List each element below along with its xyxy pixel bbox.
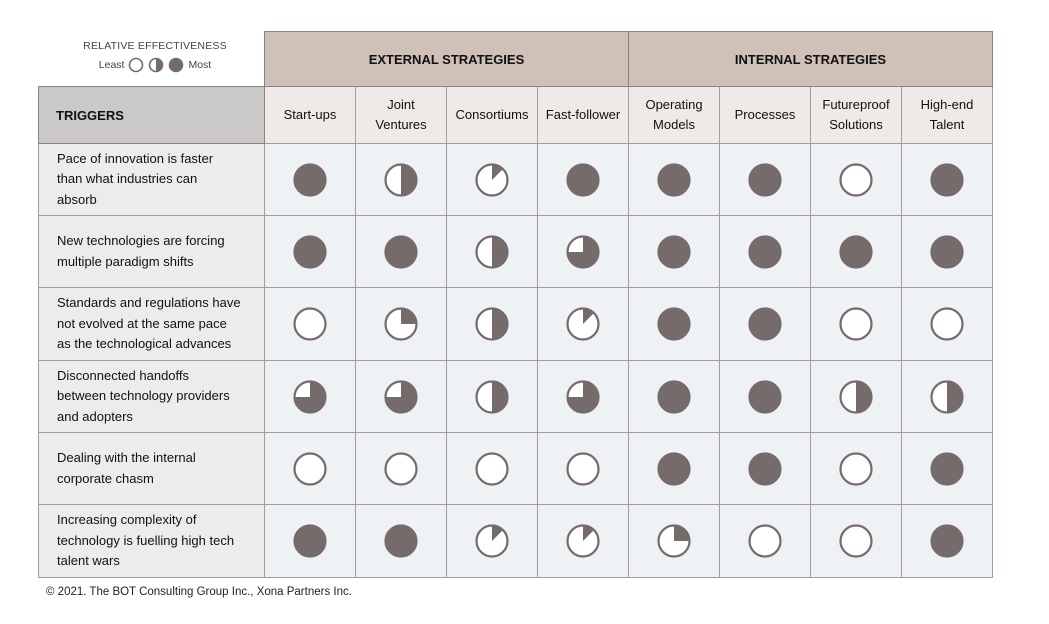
harvey-ball-icon: [748, 380, 782, 414]
trigger-label: Pace of innovation is faster than what industries can absorb: [57, 150, 214, 207]
rating-cell: [720, 288, 811, 361]
trigger-row: [39, 433, 993, 505]
rating-cell: [629, 144, 720, 216]
trigger-row: [39, 144, 993, 216]
harvey-ball-icon: [839, 307, 873, 341]
harvey-ball-icon: [657, 235, 691, 269]
harvey-ball-icon: [657, 380, 691, 414]
trigger-label-cell: [39, 505, 265, 578]
harvey-ball-icon: [293, 235, 327, 269]
harvey-ball-icon: [748, 524, 782, 558]
harvey-ball-icon: [930, 163, 964, 197]
column-header: [538, 87, 629, 144]
rating-cell: [538, 505, 629, 578]
harvey-ball-icon: [475, 163, 509, 197]
column-header-label: High-end Talent: [920, 97, 974, 132]
internal-strategies-header: INTERNAL STRATEGIES: [629, 32, 993, 87]
harvey-ball-icon: [475, 380, 509, 414]
harvey-ball-icon: [748, 163, 782, 197]
harvey-ball-icon: [657, 452, 691, 486]
harvey-ball-icon: [566, 524, 600, 558]
rating-cell: [538, 361, 629, 433]
rating-cell: [720, 505, 811, 578]
rating-cell: [265, 433, 356, 505]
harvey-ball-icon: [566, 380, 600, 414]
harvey-ball-icon: [566, 235, 600, 269]
trigger-row: [39, 216, 993, 288]
harvey-ball-icon: [384, 235, 418, 269]
rating-cell: [265, 288, 356, 361]
group-header-row: [39, 32, 993, 87]
harvey-ball-icon: [384, 163, 418, 197]
trigger-label: Increasing complexity of technology is fuelling high tech talent wars: [57, 512, 235, 569]
rating-cell: [720, 361, 811, 433]
rating-cell: [902, 288, 993, 361]
column-header-label: Processes: [734, 107, 796, 122]
harvey-ball-icon: [657, 163, 691, 197]
trigger-label: New technologies are forcing multiple paradigm shifts: [57, 233, 225, 269]
trigger-label: Standards and regulations have not evolved at the same pace as the technological advances: [57, 295, 241, 352]
trigger-label: Dealing with the internal corporate chasm: [57, 450, 196, 486]
legend-spacer: [39, 32, 265, 87]
trigger-label: Disconnected handoffs between technology providers and adopters: [57, 367, 230, 424]
column-header: [265, 87, 356, 144]
harvey-ball-icon: [839, 524, 873, 558]
harvey-ball-icon: [748, 452, 782, 486]
harvey-ball-icon: [930, 452, 964, 486]
harvey-ball-icon: [384, 452, 418, 486]
column-header-row: [39, 87, 993, 144]
rating-cell: [902, 433, 993, 505]
harvey-ball-icon: [930, 524, 964, 558]
harvey-ball-icon: [566, 307, 600, 341]
rating-cell: [356, 361, 447, 433]
column-header: [902, 87, 993, 144]
column-header-label: Joint Ventures: [375, 97, 427, 132]
rating-cell: [629, 216, 720, 288]
rating-cell: [356, 144, 447, 216]
external-strategies-header: EXTERNAL STRATEGIES: [265, 32, 629, 87]
trigger-row: [39, 288, 993, 361]
column-header: [629, 87, 720, 144]
rating-cell: [356, 433, 447, 505]
rating-cell: [265, 144, 356, 216]
trigger-label-cell: [39, 288, 265, 361]
strategy-matrix: [38, 31, 993, 578]
rating-cell: [902, 361, 993, 433]
rating-cell: [811, 505, 902, 578]
column-header-label: Operating Models: [645, 97, 703, 132]
trigger-label-cell: [39, 216, 265, 288]
column-header-label: Futureproof Solutions: [822, 97, 890, 132]
harvey-ball-icon: [293, 452, 327, 486]
rating-cell: [447, 433, 538, 505]
column-header-label: Start-ups: [283, 107, 337, 122]
harvey-ball-icon: [475, 235, 509, 269]
rating-cell: [720, 216, 811, 288]
harvey-ball-icon: [475, 307, 509, 341]
harvey-ball-icon: [657, 524, 691, 558]
harvey-ball-icon: [384, 380, 418, 414]
harvey-ball-icon: [839, 235, 873, 269]
trigger-row: [39, 361, 993, 433]
rating-cell: [902, 216, 993, 288]
rating-cell: [356, 288, 447, 361]
harvey-ball-icon: [839, 163, 873, 197]
rating-cell: [629, 433, 720, 505]
rating-cell: [356, 505, 447, 578]
harvey-ball-icon: [384, 307, 418, 341]
triggers-header: TRIGGERS: [39, 87, 265, 144]
matrix-body: [39, 144, 993, 578]
column-header: [447, 87, 538, 144]
trigger-label-cell: [39, 433, 265, 505]
copyright-footer: © 2021. The BOT Consulting Group Inc., Xona Partners Inc.: [46, 586, 352, 598]
rating-cell: [811, 288, 902, 361]
harvey-ball-icon: [748, 307, 782, 341]
rating-cell: [538, 144, 629, 216]
trigger-label-cell: [39, 144, 265, 216]
trigger-label-cell: [39, 361, 265, 433]
rating-cell: [447, 505, 538, 578]
rating-cell: [265, 505, 356, 578]
rating-cell: [902, 144, 993, 216]
harvey-ball-icon: [293, 380, 327, 414]
column-header: [811, 87, 902, 144]
rating-cell: [811, 144, 902, 216]
column-header: [720, 87, 811, 144]
harvey-ball-icon: [930, 235, 964, 269]
legend-title: RELATIVE EFFECTIVENESS: [83, 40, 227, 52]
harvey-ball-icon: [930, 380, 964, 414]
rating-cell: [447, 144, 538, 216]
harvey-ball-icon: [293, 163, 327, 197]
rating-cell: [902, 505, 993, 578]
harvey-ball-icon: [748, 235, 782, 269]
rating-cell: [720, 144, 811, 216]
rating-cell: [538, 216, 629, 288]
rating-cell: [811, 433, 902, 505]
rating-cell: [629, 288, 720, 361]
rating-cell: [447, 288, 538, 361]
column-header: [356, 87, 447, 144]
harvey-ball-icon: [930, 307, 964, 341]
rating-cell: [720, 433, 811, 505]
column-header-label: Fast-follower: [545, 107, 621, 122]
harvey-ball-icon: [293, 307, 327, 341]
rating-cell: [265, 361, 356, 433]
harvey-ball-icon: [657, 307, 691, 341]
legend-least-label: Least: [98, 59, 125, 71]
harvey-ball-icon: [475, 452, 509, 486]
trigger-row: [39, 505, 993, 578]
harvey-ball-icon: [566, 163, 600, 197]
rating-cell: [356, 216, 447, 288]
rating-cell: [538, 433, 629, 505]
harvey-ball-icon: [384, 524, 418, 558]
harvey-ball-icon: [566, 452, 600, 486]
rating-cell: [629, 505, 720, 578]
rating-cell: [447, 216, 538, 288]
rating-cell: [265, 216, 356, 288]
harvey-ball-icon: [475, 524, 509, 558]
rating-cell: [811, 361, 902, 433]
rating-cell: [538, 288, 629, 361]
column-header-label: Consortiums: [455, 107, 529, 122]
harvey-ball-icon: [293, 524, 327, 558]
rating-cell: [629, 361, 720, 433]
rating-cell: [811, 216, 902, 288]
harvey-ball-icon: [839, 380, 873, 414]
legend-most-label: Most: [188, 59, 212, 71]
harvey-ball-icon: [839, 452, 873, 486]
rating-cell: [447, 361, 538, 433]
